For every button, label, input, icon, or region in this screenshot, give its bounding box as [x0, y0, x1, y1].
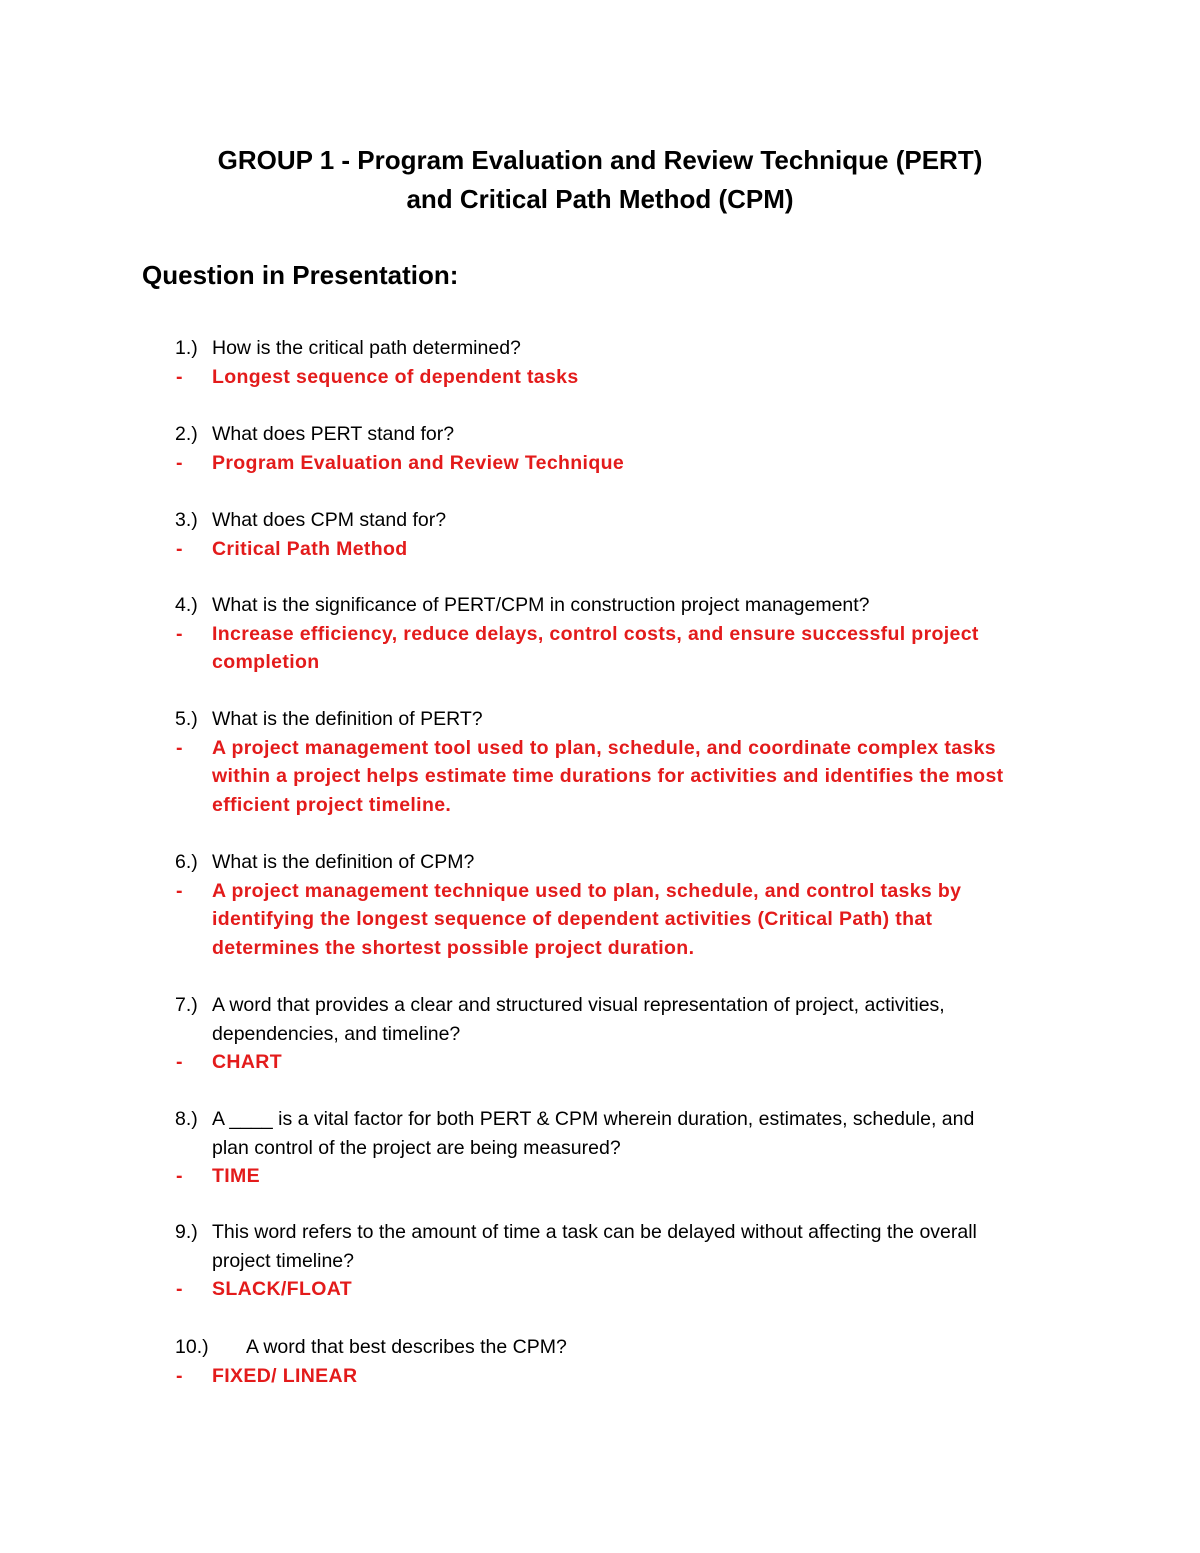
question-text: A ____ is a vital factor for both PERT & CPM wherein duration, estimates, schedule, and	[212, 1108, 975, 1130]
answer-text: identifying the longest sequence of dependent activities (Critical Path) that	[212, 908, 933, 930]
question-item	[0, 591, 1200, 677]
question-item	[0, 334, 1200, 391]
answer-bullet: -	[176, 1051, 183, 1073]
question-line	[0, 1134, 1200, 1163]
question-line	[0, 591, 1200, 620]
answer-line	[0, 535, 1200, 564]
question-line	[0, 506, 1200, 535]
question-text: A word that provides a clear and structured visual representation of project, activities,	[212, 994, 945, 1016]
question-line	[0, 848, 1200, 877]
answer-text: A project management tool used to plan, schedule, and coordinate complex tasks	[212, 736, 996, 759]
question-text: What does PERT stand for?	[212, 423, 455, 445]
question-text: A word that best describes the CPM?	[246, 1336, 567, 1358]
question-item	[0, 420, 1200, 477]
answer-bullet: -	[176, 451, 183, 474]
answer-bullet: -	[176, 365, 183, 388]
question-line	[0, 420, 1200, 449]
question-line	[0, 1333, 1200, 1362]
question-item	[0, 1333, 1200, 1390]
question-line	[0, 705, 1200, 734]
answer-bullet: -	[176, 1278, 183, 1300]
answer-text: Critical Path Method	[212, 537, 408, 560]
question-number: 9.)	[175, 1221, 198, 1243]
answer-bullet: -	[176, 537, 183, 560]
question-text: dependencies, and timeline?	[212, 1022, 461, 1045]
question-line	[0, 334, 1200, 363]
question-text: What is the definition of CPM?	[212, 851, 475, 873]
answer-text: determines the shortest possible project duration.	[212, 936, 695, 959]
answer-line	[0, 734, 1200, 763]
question-text: What is the significance of PERT/CPM in construction project management?	[212, 594, 870, 616]
question-text: plan control of the project are being measured?	[212, 1136, 621, 1159]
answer-line	[0, 648, 1200, 677]
question-number: 8.)	[175, 1108, 198, 1130]
question-line	[0, 1105, 1200, 1134]
answer-text: TIME	[212, 1165, 260, 1187]
question-item	[0, 1105, 1200, 1191]
answer-text: efficient project timeline.	[212, 793, 452, 816]
question-number: 4.)	[175, 594, 198, 616]
answer-line	[0, 934, 1200, 963]
section-heading: Question in Presentation:	[142, 260, 459, 290]
answer-text: Program Evaluation and Review Technique	[212, 451, 625, 474]
answer-line	[0, 620, 1200, 649]
question-number: 3.)	[175, 509, 198, 531]
question-item	[0, 848, 1200, 962]
question-item	[0, 705, 1200, 819]
answer-line	[0, 1162, 1200, 1191]
question-text: This word refers to the amount of time a task can be delayed without affecting the overall	[212, 1221, 977, 1243]
answer-text: SLACK/FLOAT	[212, 1278, 352, 1300]
question-line	[0, 1020, 1200, 1049]
question-item	[0, 506, 1200, 563]
question-item	[0, 991, 1200, 1077]
question-text: project timeline?	[212, 1249, 354, 1272]
answer-text: CHART	[212, 1051, 282, 1073]
question-number: 1.)	[175, 337, 198, 359]
answer-line	[0, 905, 1200, 934]
answer-bullet: -	[176, 622, 183, 645]
question-number: 7.)	[175, 994, 198, 1016]
question-item	[0, 1218, 1200, 1304]
answer-line	[0, 791, 1200, 820]
answer-text: A project management technique used to plan, schedule, and control tasks by	[212, 879, 962, 902]
question-number: 2.)	[175, 423, 198, 445]
answer-line	[0, 877, 1200, 906]
answer-text: Increase efficiency, reduce delays, control costs, and ensure successful project	[212, 622, 979, 645]
answer-line	[0, 449, 1200, 478]
answer-bullet: -	[176, 879, 183, 902]
answer-bullet: -	[176, 1165, 183, 1187]
question-text: How is the critical path determined?	[212, 337, 521, 359]
answer-text: within a project helps estimate time durations for activities and identifies the most	[212, 765, 1004, 787]
question-line	[0, 991, 1200, 1020]
question-text: What does CPM stand for?	[212, 509, 447, 531]
answer-bullet: -	[176, 736, 183, 759]
answer-line	[0, 1362, 1200, 1391]
answer-line	[0, 762, 1200, 791]
answer-text: FIXED/ LINEAR	[212, 1364, 358, 1387]
answer-text: Longest sequence of dependent tasks	[212, 365, 579, 388]
question-number: 5.)	[175, 708, 198, 730]
document-title-line-1: GROUP 1 - Program Evaluation and Review Technique (PERT)	[217, 145, 983, 175]
answer-text: completion	[212, 651, 320, 673]
question-line	[0, 1218, 1200, 1247]
document-title-line-2: and Critical Path Method (CPM)	[406, 184, 794, 214]
question-number: 6.)	[175, 851, 198, 873]
question-number: 10.)	[175, 1336, 209, 1358]
answer-line	[0, 363, 1200, 392]
question-text: What is the definition of PERT?	[212, 708, 483, 730]
question-line	[0, 1247, 1200, 1276]
answer-line	[0, 1048, 1200, 1077]
answer-line	[0, 1275, 1200, 1304]
answer-bullet: -	[176, 1364, 183, 1387]
